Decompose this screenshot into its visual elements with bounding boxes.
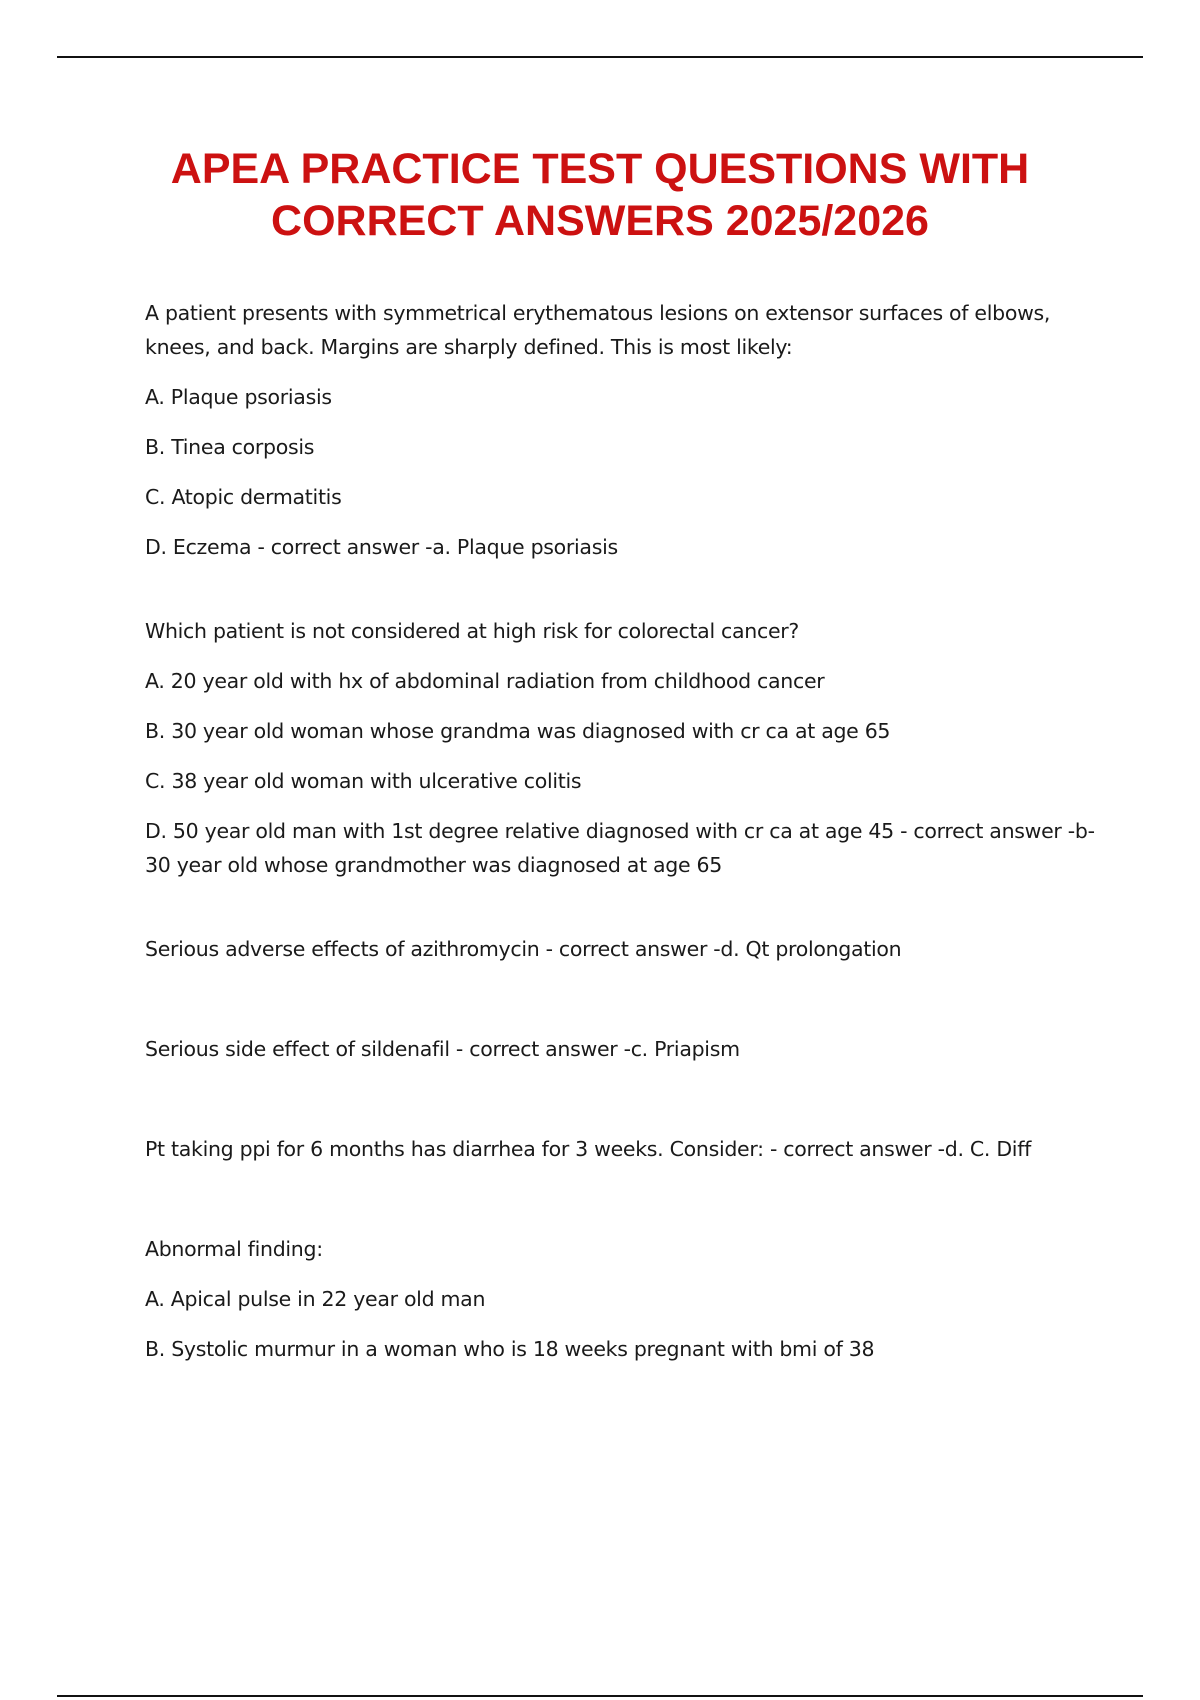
answer-option: B. Systolic murmur in a woman who is 18 weeks pregnant with bmi of 38	[145, 1337, 875, 1361]
question-stem: Which patient is not considered at high risk for colorectal cancer?	[145, 619, 799, 643]
question-6	[145, 1232, 1095, 1366]
question-4	[145, 1032, 1095, 1066]
answer-option: A. Plaque psoriasis	[145, 385, 332, 409]
answer-option: A. Apical pulse in 22 year old man	[145, 1287, 486, 1311]
top-rule	[57, 56, 1143, 58]
question-stem: Abnormal finding:	[145, 1237, 323, 1261]
answer-option: C. Atopic dermatitis	[145, 485, 342, 509]
question-1	[145, 296, 1095, 564]
question-stem: Serious side effect of sildenafil - correct answer -c. Priapism	[145, 1037, 740, 1061]
answer-option: D. 50 year old man with 1st degree relative diagnosed with cr ca at age 45 - correct answer -b-30 year old whose grandmother was diagnosed at age 65	[145, 819, 1095, 877]
bottom-rule	[57, 1695, 1143, 1697]
question-5	[145, 1132, 1095, 1166]
question-stem: Serious adverse effects of azithromycin - correct answer -d. Qt prolongation	[145, 937, 902, 961]
document-title	[100, 143, 1100, 247]
answer-option: D. Eczema - correct answer -a. Plaque psoriasis	[145, 535, 618, 559]
question-stem: Pt taking ppi for 6 months has diarrhea for 3 weeks. Consider: - correct answer -d. C. Diff	[145, 1137, 1032, 1161]
title-line-1: APEA PRACTICE TEST QUESTIONS WITH	[170, 145, 1030, 193]
question-3	[145, 932, 1095, 966]
answer-option: C. 38 year old woman with ulcerative colitis	[145, 769, 582, 793]
answer-option: B. 30 year old woman whose grandma was diagnosed with cr ca at age 65	[145, 719, 891, 743]
question-stem: A patient presents with symmetrical erythematous lesions on extensor surfaces of elbows, knees, and back. Margins are sharply defined. This is most likely:	[145, 301, 1051, 359]
answer-option: A. 20 year old with hx of abdominal radiation from childhood cancer	[145, 669, 825, 693]
question-list	[145, 296, 1095, 1416]
question-2	[145, 614, 1095, 882]
title-line-2: CORRECT ANSWERS 2025/2026	[271, 197, 929, 245]
answer-option: B. Tinea corposis	[145, 435, 315, 459]
